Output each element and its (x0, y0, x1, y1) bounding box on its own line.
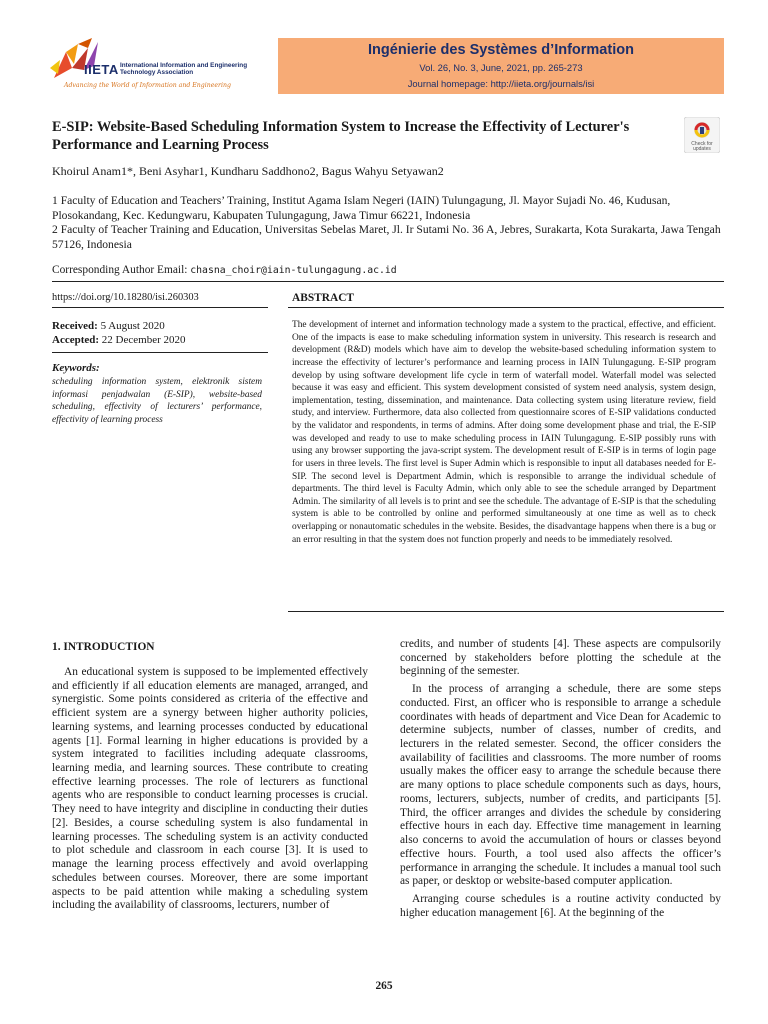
journal-homepage-link[interactable]: Journal homepage: http://iieta.org/journals/isi (407, 78, 595, 89)
divider (52, 307, 268, 308)
divider (288, 611, 724, 612)
accepted-label: Accepted: (52, 334, 100, 346)
author-list (52, 164, 444, 179)
logo-organization-name: International Information and Engineering Technology Association (120, 62, 248, 76)
abstract-heading: ABSTRACT (292, 292, 355, 304)
divider (52, 281, 724, 282)
journal-name: Ingénierie des Systèmes d’Information (368, 42, 634, 58)
accepted-value: 22 December 2020 (101, 334, 186, 346)
keywords-heading: Keywords: (52, 362, 100, 374)
paragraph: An educational system is supposed to be implemented effectively and efficiently if all education elements are managed, arranged, and synergistic. Some points considered as criteria of the effective and efficient system are a synergy between higher authority policies, learning systems, and learning processes conducted by educational agents [1]. Formal learning in higher educations is provided by a system integrated to facilities including adequate classrooms, learning media, and learning sources. These contribute to creating effective learning processes. The role of lecturers as functional agents who are responsible to conduct learning processes is crucial. They need to have integrity and discipline in conducting their duties [2]. Besides, a course scheduling system is also fundamental in learning processes. The scheduling system is an activity conducted to plot schedule and classroom in each course [3]. It is used to manage the learning process effectively and avoid overlapping schedules between courses. Moreover, there are some important aspects to be paid attention while making a scheduling system including the availability of classrooms, lecturers, number of (52, 666, 368, 912)
journal-banner (278, 38, 724, 94)
journal-volume: Vol. 26, No. 3, June, 2021, pp. 265-273 (419, 62, 583, 73)
logo-tagline: Advancing the World of Information and Engineering (64, 82, 231, 89)
affiliation-2: 2 Faculty of Teacher Training and Education, Universitas Sebelas Maret, Jl. Ir Sutami No. 36 A, Jebres, Surakarta, Kota Surakarta, Jawa Tengah 57126, Indonesia (52, 223, 721, 252)
paragraph: In the process of arranging a schedule, there are some steps conducted. First, an officer who is responsible to arrange a schedule coordinates with heads of department and Vice Dean for Academic to determine subjects, number of classes, number of credits, and lecturers in the related semester. Second, the officer considers the availability of facilities and classrooms. The more number of rooms usually makes the officer easy to arrange the schedule because there are many options to place schedule components such as days, hours, rooms, lecturers, subjects, number of credits, and participants [5]. Third, the officer arranges and divides the schedule by considering effective hours in each day. Effective time management in learning also concerns to avoid the accumulation of hours or classes beyond effective hours. Fourth, a tool used also affects the officer’s performance in arranging the schedule. It includes a manual tool such as paper, or desktop or website-based computer application. (400, 683, 721, 888)
received-date (52, 320, 165, 332)
svg-text:Check for: Check for (691, 141, 713, 147)
received-value: 5 August 2020 (100, 320, 165, 332)
svg-text:updates: updates (693, 146, 711, 152)
affiliation-1: 1 Faculty of Education and Teachers’ Training, Institut Agama Islam Negeri (IAIN) Tulungagung, Jl. Mayor Sujadi No. 46, Kudusan, Plosokandang, Kec. Kedungwaru, Kabupaten Tulungagung, Jawa Timur 66221, Indonesia (52, 194, 671, 223)
divider (52, 352, 268, 353)
doi-link[interactable]: https://doi.org/10.18280/isi.260303 (52, 292, 199, 303)
paper-title: E-SIP: Website-Based Scheduling Information System to Increase the Effectivity of Lecturer's Performance and Learning Process (52, 119, 630, 153)
author-line: Khoirul Anam1*, Beni Asyhar1, Kundharu Saddhono2, Bagus Wahyu Setyawan2 (52, 164, 444, 178)
paragraph: Arranging course schedules is a routine activity conducted by higher education management [6]. At the beginning of the (400, 892, 721, 919)
keywords-list: scheduling information system, elektronik sistem informasi penjadwalan (E-SIP), website-based scheduling, effectivity of lecturers’ performance, effectivity of learning process (52, 377, 262, 425)
corresponding-label: Corresponding Author Email: (52, 264, 191, 276)
publisher-logo (44, 38, 284, 96)
paragraph-continued: credits, and number of students [4]. These aspects are compulsorily concerned by stakeholders before plotting the schedule at the beginning of the semester. (400, 638, 721, 678)
divider (288, 307, 724, 308)
received-label: Received: (52, 320, 98, 332)
check-for-updates-icon[interactable] (684, 117, 720, 153)
body-column-right (400, 638, 721, 924)
logo-wordmark: IIETA (84, 62, 119, 77)
abstract-text: The development of internet and information technology made a system to the practical, effective, and efficient. One of the impacts is ease to make scheduling information system in university. This research is research and development (R&D) models which have aim to develop the website-based scheduling information system to increase the effectivity of lecturer’s performance and learning process in IAIN Tulungagung. E-SIP program develop by using software development life cycle in term of waterfall model. Waterfall model was selected because it was easy and efficient. This system development consisted of system need analysis, system design, implementation, testing, dissemination, and maintenance. Data collecting system using literature review, field study, and interview. Furthermore, data also collected from questionnaire scores of E-SIP validations conducted by the validator and respondents, in terms of admins. After doing some development phase and trial, the E-SIP was developed and ready to use to make scheduling process in IAIN Tulungagung. E-SIP possibly runs with using any browser supporting the java-script system. The development result of E-SIP is in terms of login page for users in three levels. The first level is Super Admin which is responsible to input all databases needed for E-SIP. The second level is Department Admin, which is responsible to arrange the individual schedule of departments. The third level is Faculty Admin, which only able to see the schedule arranged by Department Admin. The similarity of all levels is to print and see the schedule. The advantage of E-SIP is that the scheduling system is able to be controlled by online and performed simultaneously at one time as well as to check overlapping or nonautomatic schedules in the website. Besides, the disadvantage happens when there is a bug or an error resulting in that the system does not function properly and needs to be immediately resolved. (292, 320, 716, 545)
corresponding-email-link[interactable]: chasna_choir@iain-tulungagung.ac.id (190, 265, 397, 276)
section-heading-introduction: 1. INTRODUCTION (52, 641, 155, 653)
accepted-date (52, 334, 186, 346)
corresponding-author (52, 264, 397, 276)
page-number: 265 (375, 980, 393, 992)
body-column-left (52, 666, 368, 917)
iieta-leaf-logo-icon (44, 38, 108, 84)
